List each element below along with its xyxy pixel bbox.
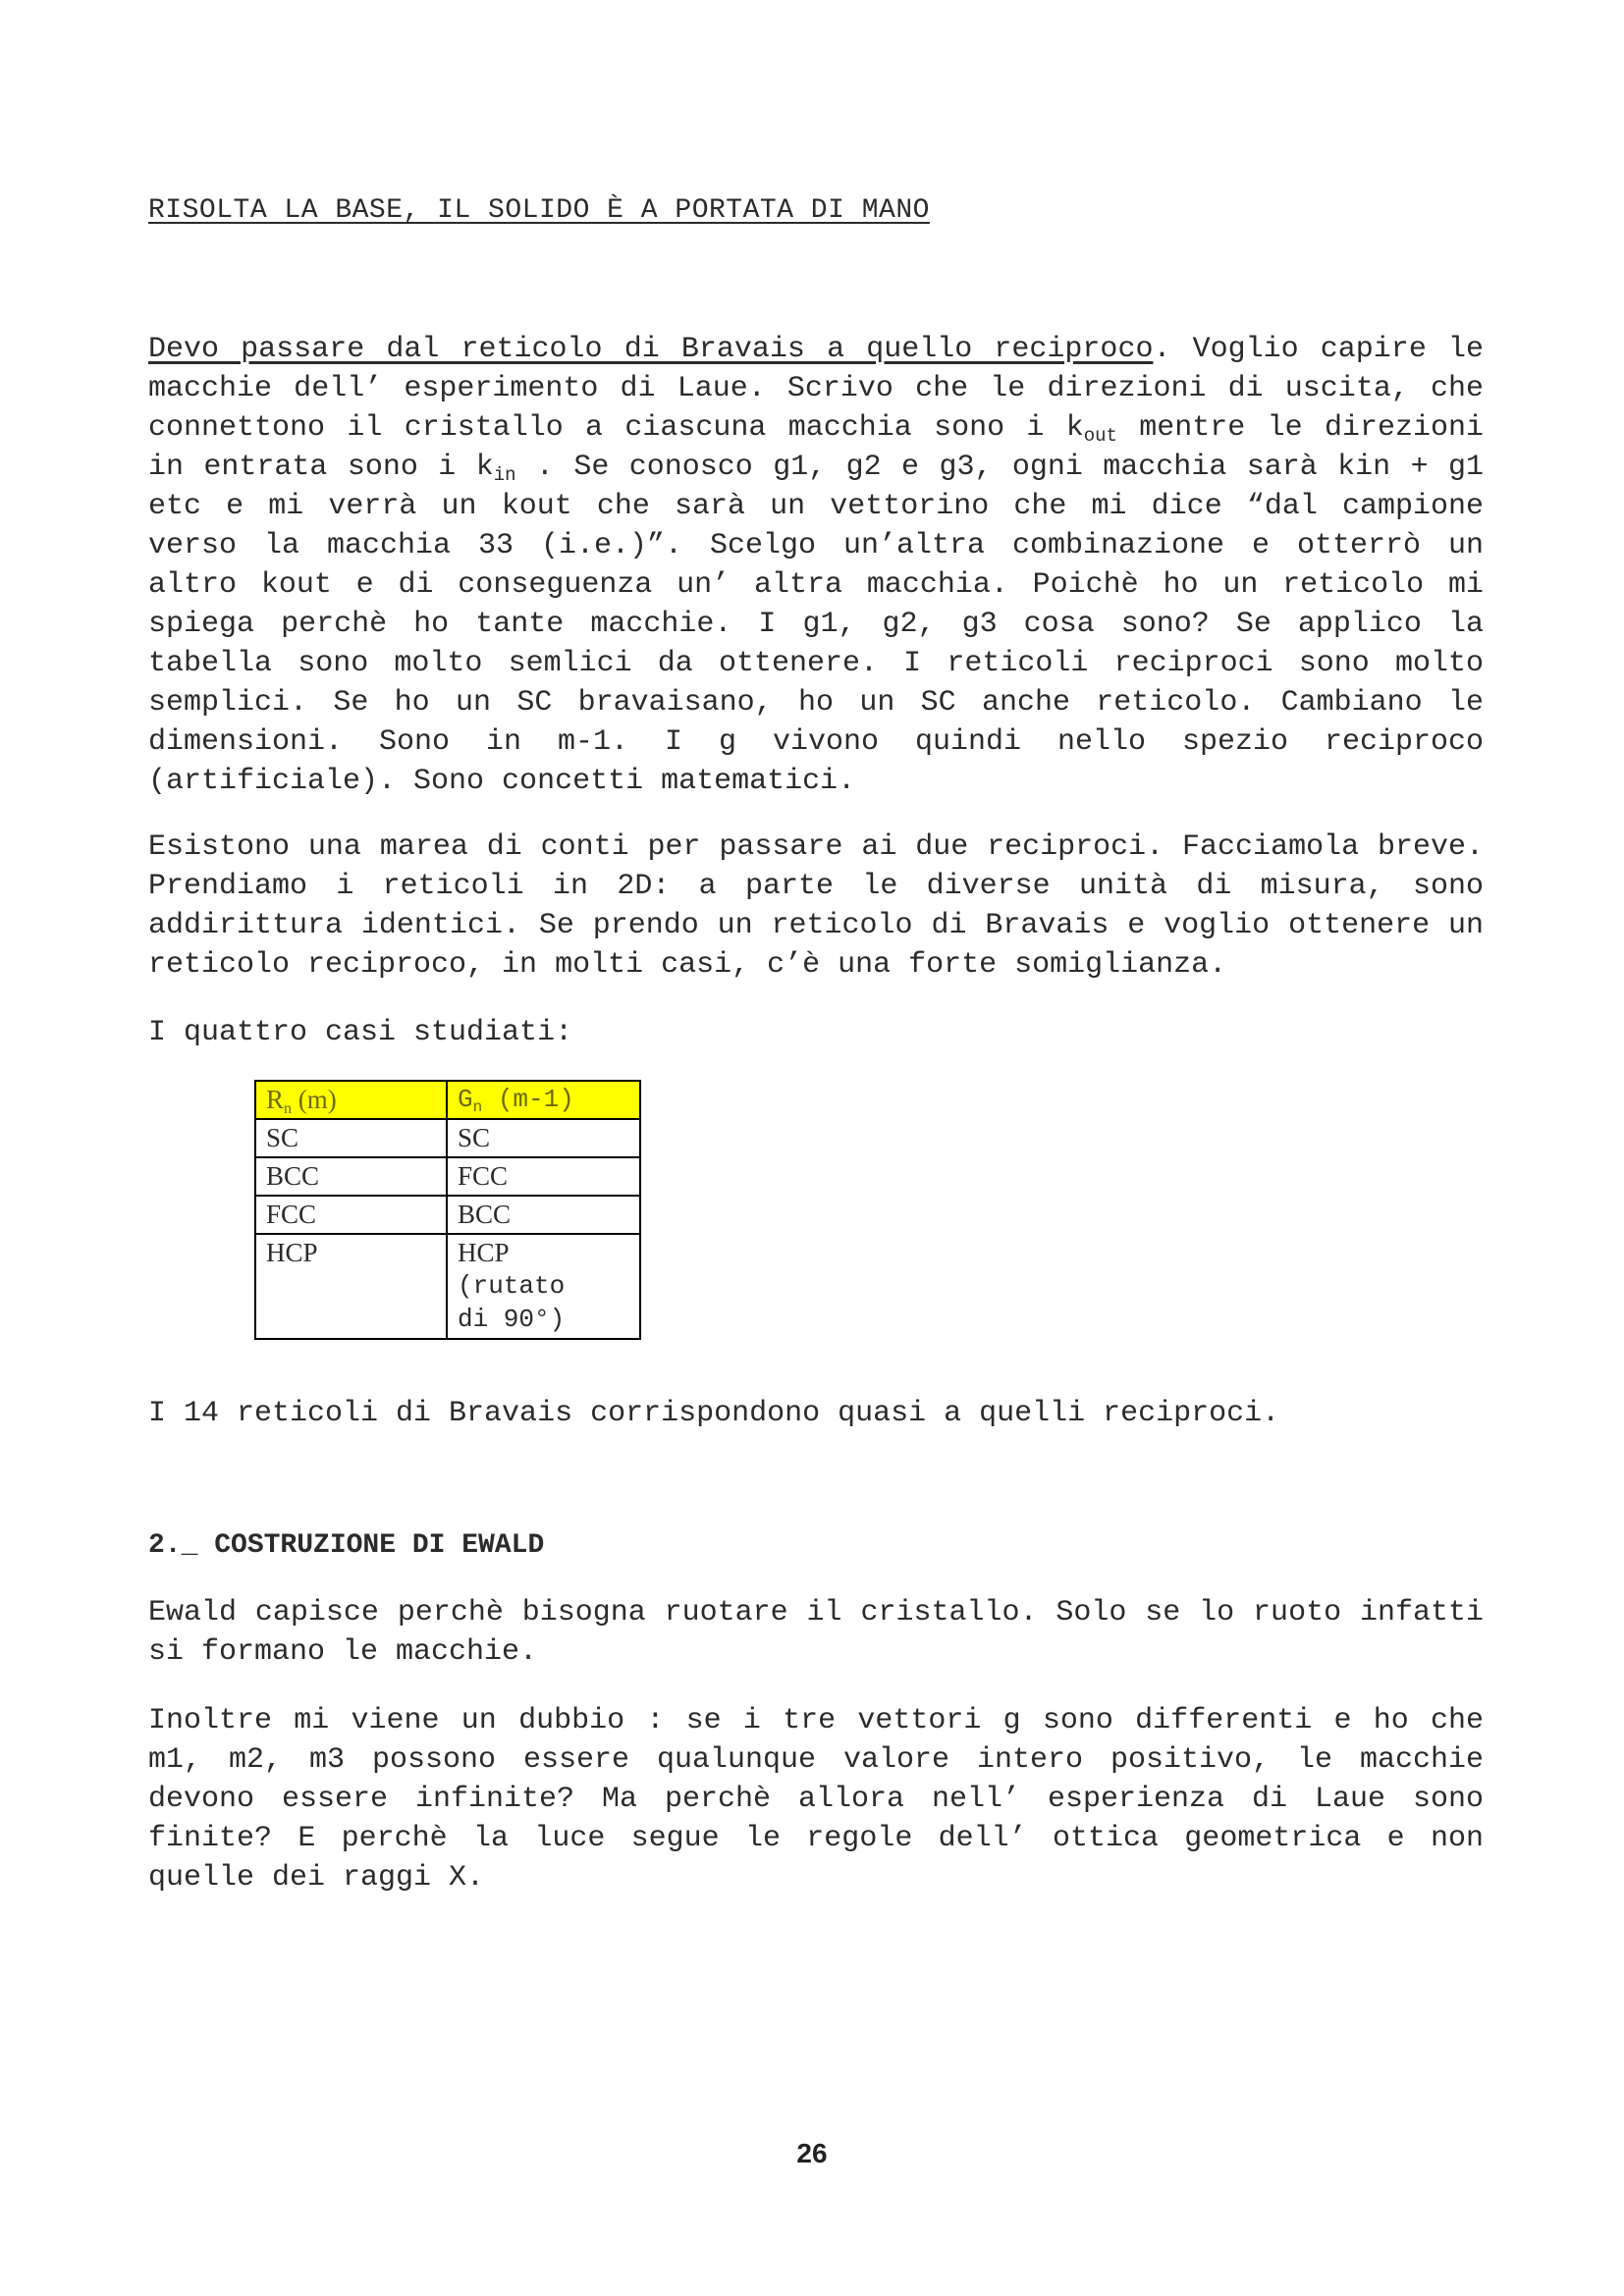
underlined-phrase: Devo passare dal reticolo di Bravais a quello reciproco [148,333,1154,366]
table-cell: FCC [447,1157,640,1196]
cell-line: HCP [458,1238,510,1267]
table-row [255,1119,640,1157]
paragraph-doubt: Inoltre mi viene un dubbio : se i tre vettori g sono differenti e ho che m1, m2, m3 possono essere qualunque valore intero positivo, le macchie devono essere infinite? Ma perchè allora nell’ esperienza di Laue sono finite? E perchè la luce segue le regole dell’ ottica geometrica e non quelle dei raggi X. [148,1704,1484,1895]
subscript-in: in [493,464,516,486]
table-cell [447,1234,640,1339]
header-subscript: n [284,1100,293,1117]
header-symbol: R [266,1085,285,1114]
paragraph-ewald: Ewald capisce perchè bisogna ruotare il cristallo. Solo se lo ruoto infatti si formano le macchie. [148,1596,1484,1669]
lattice-table [254,1080,641,1340]
section-heading-ewald: 2._ COSTRUZIONE DI EWALD [148,1530,545,1561]
table-header-cell [447,1081,640,1119]
table-cell: SC [447,1119,640,1157]
paragraph-text: . Se conosco g1, g2 e g3, ogni macchia sarà kin + g1 etc e mi verrà un kout che sarà un vettorino che mi dice “dal campione verso la macchia 33 (i.e.)”. Scelgo un’altra combinazione e otterrò un altro kout e di conseguenza un’ altra macchia. Poichè ho un reticolo mi spiega perchè ho tante macchie. I g1, g2, g3 cosa sono? Se applico la tabella sono molto semlici da ottenere. I reticoli reciproci sono molto semplici. Se ho un SC bravaisano, ho un SC anche reticolo. Cambiano le dimensioni. Sono in m-1. I g vivono quindi nello spezio reciproco (artificiale). Sono concetti matematici. [148,451,1484,798]
table-row [255,1196,640,1234]
subscript-out: out [1083,425,1117,447]
header-unit: (m) [292,1085,337,1114]
table-cell: BCC [255,1157,447,1196]
cell-line: di 90°) [458,1305,566,1334]
paragraph-four-cases: I quattro casi studiati: [148,1016,573,1049]
cell-line: (rutato [458,1271,566,1301]
paragraph-fourteen-lattices: I 14 reticoli di Bravais corrispondono quasi a quelli reciproci. [148,1397,1280,1430]
table-cell: BCC [447,1196,640,1234]
paragraph-reciprocal-lattice [148,330,1484,801]
table-cell: SC [255,1119,447,1157]
header-subscript: n [472,1098,483,1116]
paragraph-text: . Voglio capire le macchie dell’ esperimento di Laue. Scrivo che le direzioni di uscita, che connettono il cristallo a ciascuna macchia sono i k [148,333,1484,445]
header-symbol: G [458,1085,473,1114]
page-number: 26 [796,2138,828,2168]
table-header-cell [255,1081,447,1119]
table-row [255,1157,640,1196]
paragraph-text: mentre le direzioni in entrata sono i k [148,411,1484,484]
table-cell: HCP [255,1234,447,1339]
header-unit: (m-1) [482,1085,574,1114]
page-heading: RISOLTA LA BASE, IL SOLIDO È A PORTATA DI MANO [148,195,930,226]
table-row [255,1234,640,1339]
paragraph-two-reciprocals: Esistono una marea di conti per passare ai due reciproci. Facciamola breve. Prendiamo i reticoli in 2D: a parte le diverse unità di misura, sono addirittura identici. Se prendo un reticolo di Bravais e voglio ottenere un reticolo reciproco, in molti casi, c’è una forte somiglianza. [148,830,1484,982]
table-cell: FCC [255,1196,447,1234]
table-header-row [255,1081,640,1119]
